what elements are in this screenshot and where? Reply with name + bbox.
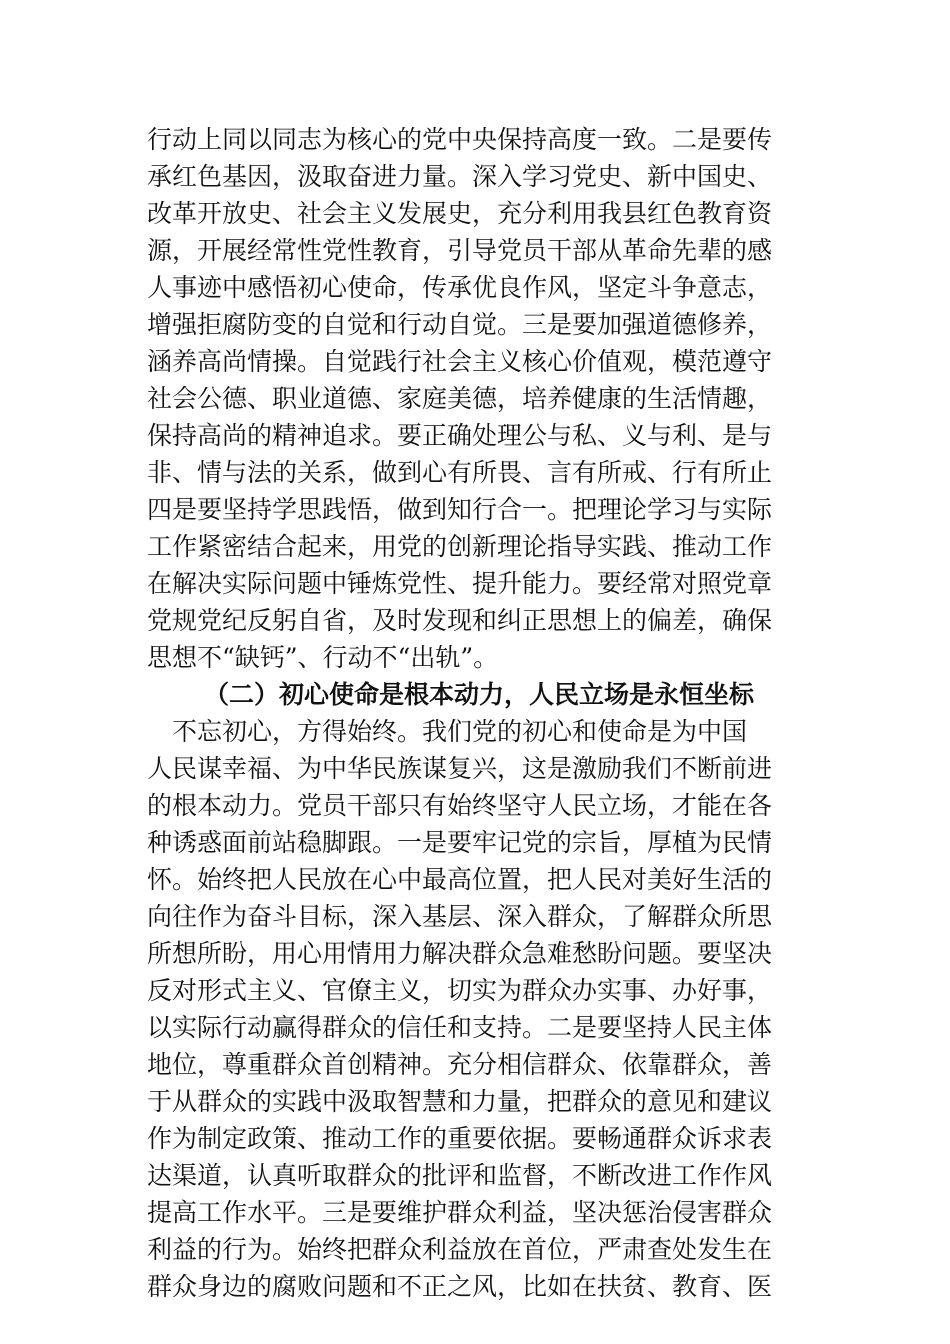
text-line: 社会公德、职业道德、家庭美德，培养健康的生活情趣，: [147, 384, 773, 413]
text-line: 在解决实际问题中锤炼党性、提升能力。要经常对照党章: [147, 569, 773, 598]
text-line: 地位，尊重群众首创精神。充分相信群众、依靠群众，善: [147, 1050, 773, 1079]
text-line: 保持高尚的精神追求。要正确处理公与私、义与利、是与: [147, 421, 773, 450]
text-line: 提高工作水平。三是要维护群众利益，坚决惩治侵害群众: [147, 1198, 773, 1227]
text-line: 的根本动力。党员干部只有始终坚守人民立场，才能在各: [147, 791, 773, 820]
text-line: 人民谋幸福、为中华民族谋复兴，这是激励我们不断前进: [147, 754, 773, 783]
text-line: 反对形式主义、官僚主义，切实为群众办实事、办好事，: [147, 976, 773, 1005]
text-line: 涵养高尚情操。自觉践行社会主义核心价值观，模范遵守: [147, 347, 773, 376]
text-line: 四是要坚持学思践悟，做到知行合一。把理论学习与实际: [147, 495, 773, 524]
text-line: 党规党纪反躬自省，及时发现和纠正思想上的偏差，确保: [147, 606, 773, 635]
text-line: 所想所盼，用心用情用力解决群众急难愁盼问题。要坚决: [147, 939, 773, 968]
text-line: 不忘初心，方得始终。我们党的初心和使命是为中国: [147, 717, 748, 746]
text-line: 承红色基因，汲取奋进力量。深入学习党史、新中国史、: [147, 162, 773, 191]
text-line: 达渠道，认真听取群众的批评和监督，不断改进工作作风: [147, 1161, 773, 1190]
text-line: 人事迹中感悟初心使命，传承优良作风，坚定斗争意志，: [147, 273, 773, 302]
text-line: 改革开放史、社会主义发展史，充分利用我县红色教育资: [147, 199, 773, 228]
section-heading: （二）初心使命是根本动力，人民立场是永恒坐标: [204, 680, 755, 709]
text-line: 怀。始终把人民放在心中最高位置，把人民对美好生活的: [147, 865, 773, 894]
text-line: 源，开展经常性党性教育，引导党员干部从革命先辈的感: [147, 236, 773, 265]
paragraph-1: [147, 121, 817, 676]
text-line: 工作紧密结合起来，用党的创新理论指导实践、推动工作: [147, 532, 773, 561]
text-line: 以实际行动赢得群众的信任和支持。二是要坚持人民主体: [147, 1013, 773, 1042]
text-line: 种诱惑面前站稳脚跟。一是要牢记党的宗旨，厚植为民情: [147, 828, 773, 857]
text-line: 增强拒腐防变的自觉和行动自觉。三是要加强道德修养，: [147, 310, 773, 339]
text-line: 向往作为奋斗目标，深入基层、深入群众，了解群众所思: [147, 902, 773, 931]
text-line: 思想不“缺钙”、行动不“出轨”。: [147, 643, 499, 672]
document-body: [147, 121, 817, 1305]
text-line: 行动上同以同志为核心的党中央保持高度一致。二是要传: [147, 125, 773, 154]
paragraph-2: [147, 713, 817, 1305]
text-line: 非、情与法的关系，做到心有所畏、言有所戒、行有所止: [147, 458, 773, 487]
text-line: 于从群众的实践中汲取智慧和力量，把群众的意见和建议: [147, 1087, 773, 1116]
text-line: 利益的行为。始终把群众利益放在首位，严肃查处发生在: [147, 1235, 773, 1264]
text-line: 作为制定政策、推动工作的重要依据。要畅通群众诉求表: [147, 1124, 773, 1153]
text-line: 群众身边的腐败问题和不正之风，比如在扶贫、教育、医: [147, 1272, 773, 1301]
